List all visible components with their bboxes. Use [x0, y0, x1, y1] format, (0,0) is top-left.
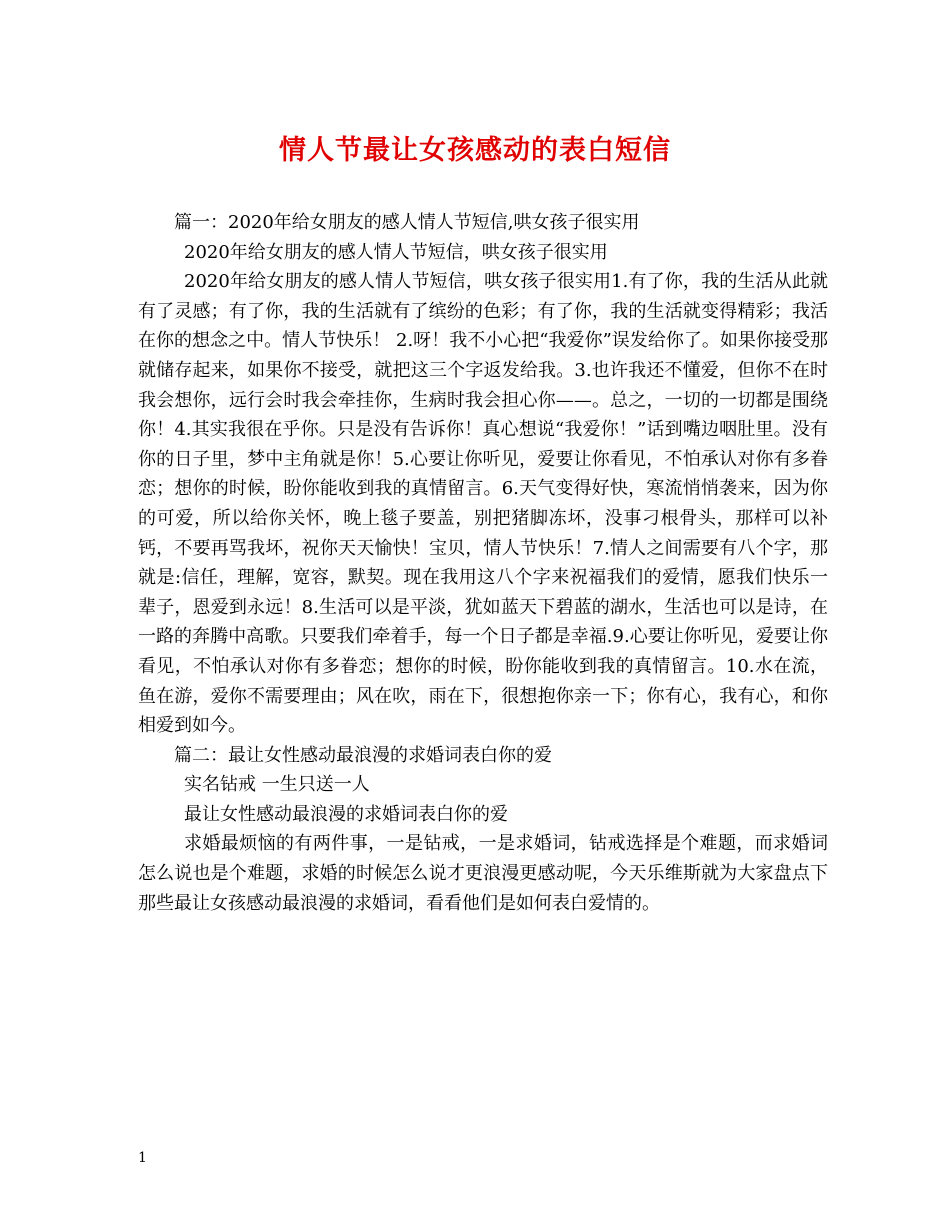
paragraph: 实名钻戒 一生只送一人 — [184, 774, 370, 796]
section-heading: 篇二：最让女性感动最浪漫的求婚词表白你的爱 — [174, 744, 552, 766]
paragraph: 最让女性感动最浪漫的求婚词表白你的爱 — [184, 803, 508, 825]
section-heading: 篇一：2020年给女朋友的感人情人节短信,哄女孩子很实用 — [174, 212, 640, 233]
page-number: 1 — [138, 1150, 147, 1166]
document-body — [138, 208, 828, 918]
paragraph: 2020年给女朋友的感人情人节短信，哄女孩子很实用1.有了你，我的生活从此就有了灵感；有了你，我的生活就有了缤纷的色彩；有了你，我的生活就变得精彩；我活在你的想念之中。情人节快乐！ 2.呀！我不小心把“我爱你”误发给你了。如果你接受那就储存起来，如果你不接受，就把这三个字返发给我。3.也许我还不懂爱，但你不在时我会想你，远行会时我会牵挂你，生病时我会担心你——。总之，一切的一切都是围绕你！4.其实我很在乎你。只是没有告诉你！真心想说“我爱你！”话到嘴边咽肚里。没有你的日子里，梦中主角就是你！5.心要让你听见，爱要让你看见，不怕承认对你有多眷恋；想你的时候，盼你能收到我的真情留言。6.天气变得好快，寒流悄悄袭来，因为你的可爱，所以给你关怀，晚上毯子要盖，别把猪脚冻坏，没事刁根骨头，那样可以补钙，不要再骂我坏，祝你天天愉快！宝贝，情人节快乐！7.情人之间需要有八个字，那就是:信任，理解，宽容，默契。现在我用这八个字来祝福我们的爱情，愿我们快乐一辈子，恩爱到永远！8.生活可以是平淡，犹如蓝天下碧蓝的湖水，生活也可以是诗，在一路的奔腾中高歌。只要我们牵着手，每一个日子都是幸福.9.心要让你听见，爱要让你看见，不怕承认对你有多眷恋；想你的时候，盼你能收到我的真情留言。10.水在流，鱼在游，爱你不需要理由；风在吹，雨在下，很想抱你亲一下；你有心，我有心，和你相爱到如今。 — [138, 271, 828, 737]
paragraph: 求婚最烦恼的有两件事，一是钻戒，一是求婚词，钻戒选择是个难题，而求婚词怎么说也是个难题，求婚的时候怎么说才更浪漫更感动呢，今天乐维斯就为大家盘点下那些最让女孩感动最浪漫的求婚词，看看他们是如何表白爱情的。 — [138, 833, 828, 914]
document-title: 情人节最让女孩感动的表白短信 — [279, 135, 671, 166]
paragraph: 2020年给女朋友的感人情人节短信，哄女孩子很实用 — [184, 241, 608, 263]
